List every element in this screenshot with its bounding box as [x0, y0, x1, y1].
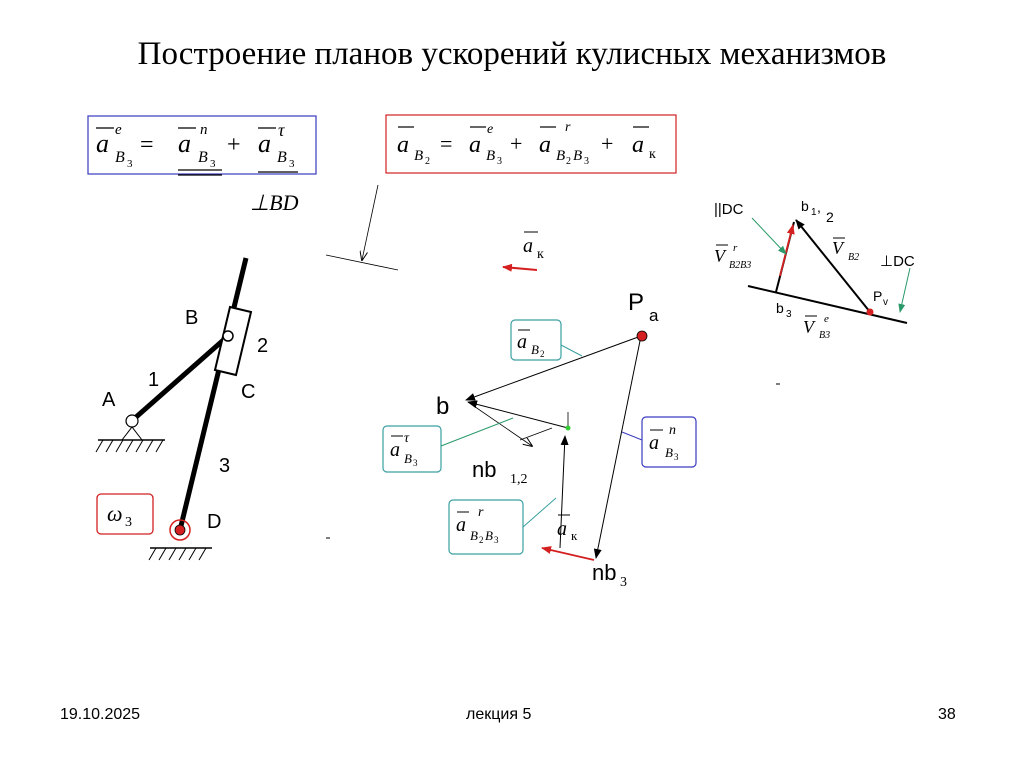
vp-pv-sub: v [883, 297, 888, 308]
box-n-subsub: 3 [674, 452, 679, 462]
eq2-t2-sup: r [565, 120, 571, 135]
vp-vrel-base: V [714, 246, 725, 266]
pivot-a [126, 415, 138, 427]
box-tau-subsub: 3 [413, 458, 418, 468]
pole-pv [867, 309, 874, 316]
eq1-t2-sub: B [277, 149, 287, 166]
eq2-t1-sup: e [487, 122, 494, 137]
vp-ve-sup: e [824, 313, 829, 325]
vp-vrel-sup: r [733, 242, 738, 254]
label-a: A [102, 389, 116, 411]
nb12-sub: 1,2 [510, 472, 528, 487]
coriolis-hint-sub: к [537, 247, 544, 262]
box-r-base: a [456, 514, 466, 536]
vp-b12-sub2: 2 [826, 209, 834, 225]
ak-label-sub: к [571, 528, 578, 543]
eq1-t1-sub: B [198, 149, 208, 166]
equation-ae-box [88, 116, 316, 175]
box-ab2-base: a [517, 331, 527, 353]
vp-ve-sub: B3 [819, 330, 831, 341]
vp-b12-sep: , [817, 199, 821, 215]
box-ab2-subsub: 2 [540, 349, 545, 359]
eq1-lhs-subsub: 3 [127, 158, 133, 170]
box-n-base: a [649, 432, 659, 454]
pole-pa-sub: a [649, 306, 659, 325]
eq2-lhs-sub: B [414, 148, 424, 164]
vp-b3-sub: 3 [786, 309, 792, 320]
eq2-op1: = [440, 131, 453, 156]
box-ab2-sub: B [531, 342, 539, 357]
vp-vb2-base: V [832, 238, 843, 258]
eq2-t1-sub: B [486, 148, 496, 164]
box-tau-base: a [390, 439, 400, 461]
joint-b [223, 331, 233, 341]
label-link-1: 1 [148, 369, 160, 391]
eq2-t3-sub: к [649, 147, 656, 162]
eq1-op2: + [227, 132, 241, 158]
box-r-subsub2: 3 [494, 535, 499, 545]
vp-b3-base: b [776, 300, 784, 316]
vp-b12-base: b [801, 198, 809, 214]
nb3-base: nb [592, 560, 617, 585]
eq1-op1: = [140, 132, 154, 158]
vp-pv-base: P [873, 288, 883, 304]
eq1-t2-base: a [258, 129, 271, 158]
coriolis-hint [503, 232, 544, 270]
eq2-lhs-subsub: 2 [425, 156, 430, 167]
eq2-t2-subsub: 2 [566, 156, 571, 167]
eq2-lhs-base: a [397, 132, 409, 158]
eq1-t1-sup: n [200, 122, 208, 138]
vp-perp-dc: ⊥DC [880, 253, 915, 270]
point-nb12 [566, 426, 571, 431]
eq1-t2-sup: τ [278, 120, 285, 140]
eq2-t2-sub: B [556, 148, 566, 164]
ak-label-base: a [557, 518, 567, 540]
vp-ve-base: V [803, 317, 814, 337]
perp-bd-note: ⊥BD [250, 190, 299, 215]
pivot-d [175, 525, 185, 535]
footer-date: 19.10.2025 [60, 706, 141, 723]
vp-vrel-sub: B2B3 [729, 260, 752, 271]
vp-vb2-sub: B2 [848, 252, 860, 263]
box-n-sub: B [665, 445, 673, 460]
velocity-plan [714, 198, 915, 341]
label-c: C [241, 381, 256, 403]
box-r-sub2: B [485, 528, 493, 543]
pole-pa [637, 331, 647, 341]
vp-b12-sub1: 1 [811, 207, 817, 218]
label-link-2: 2 [257, 335, 269, 357]
construction-arrow [326, 185, 398, 270]
equation-aB2-box [386, 115, 676, 173]
vp-parallel-dc: ||DC [714, 201, 744, 218]
label-link-3: 3 [219, 455, 231, 477]
label-d: D [207, 511, 222, 533]
omega-sub: 3 [125, 515, 132, 530]
eq1-t2-subsub: 3 [289, 158, 295, 170]
eq2-t1-base: a [469, 132, 481, 158]
nb3-sub: 3 [620, 575, 627, 590]
eq2-op2: + [510, 131, 523, 156]
page-number: 38 [938, 706, 956, 723]
box-r-sup: r [478, 505, 484, 520]
coriolis-hint-base: a [523, 235, 533, 257]
omega-symbol: ω [107, 501, 123, 526]
eq1-t1-base: a [178, 129, 191, 158]
eq1-lhs-base: a [96, 129, 109, 158]
eq2-t1-subsub: 3 [497, 156, 502, 167]
label-b: B [185, 307, 199, 329]
box-r-sub: B [470, 528, 478, 543]
eq2-t2-sub2: B [573, 148, 583, 164]
box-n-sup: n [669, 423, 676, 438]
eq2-op3: + [601, 131, 614, 156]
slide-title: Построение планов ускорений кулисных механизмов [137, 36, 887, 72]
footer-lecture: лекция 5 [466, 706, 532, 723]
eq2-t2-base: a [539, 132, 551, 158]
eq1-lhs-sub: B [115, 149, 125, 166]
eq2-t2-subsub2: 3 [584, 156, 589, 167]
pole-pa-base: P [628, 289, 645, 316]
box-r-subsub: 2 [479, 535, 484, 545]
nb12-base: nb [472, 457, 497, 482]
acceleration-plan [383, 289, 696, 590]
point-b-label: b [436, 393, 450, 420]
box-tau-sup: τ [404, 431, 410, 446]
eq1-lhs-sup: e [115, 122, 122, 138]
mechanism [96, 258, 268, 560]
eq2-t3-base: a [632, 132, 644, 158]
eq1-t1-subsub: 3 [210, 158, 216, 170]
box-tau-sub: B [404, 451, 412, 466]
